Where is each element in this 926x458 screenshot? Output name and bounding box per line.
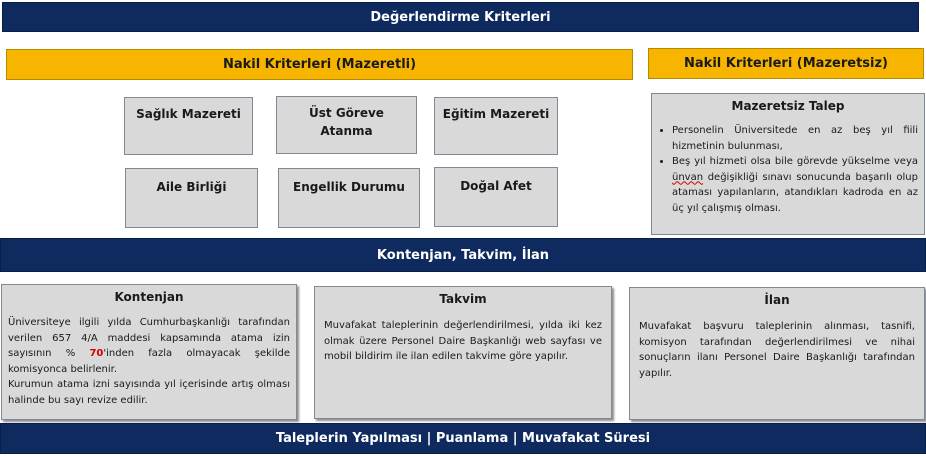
criterion-natural-disaster: Doğal Afet	[434, 167, 558, 227]
list-item: • Beş yıl hizmeti olsa bile görevde yükselme veya ünvan değişikliği sınavı sonucunda başarılı olup ataması yapılanların, atandıkları kadroda en az üç yıl çalışmış olması.	[672, 154, 918, 216]
criterion-education: Eğitim Mazereti	[434, 97, 558, 155]
quota-percent: 70	[89, 348, 104, 359]
calendar-title: Takvim	[439, 292, 487, 306]
excused-criteria-bar	[6, 49, 633, 80]
quota-title: Kontenjan	[114, 290, 184, 304]
criterion-disability: Engellik Durumu	[278, 168, 420, 228]
unexcused-criteria-bar	[648, 48, 924, 79]
evaluation-criteria-header	[2, 2, 919, 32]
unexcused-criteria-title: Nakil Kriterleri (Mazeretsiz)	[684, 56, 888, 71]
announcement-text: Muvafakat başvuru taleplerinin alınması, tasnifi, komisyon tarafından değerlendirilmesi ve nihai sonuçların ilanı Personel Daire Başkanlığı tarafından yapılır.	[639, 321, 915, 379]
header-title: Değerlendirme Kriterleri	[370, 9, 551, 25]
excused-criteria-title: Nakil Kriterleri (Mazeretli)	[222, 57, 417, 72]
unexcused-request-panel	[651, 93, 925, 235]
quota-panel	[1, 284, 297, 420]
announcement-panel	[629, 287, 925, 420]
calendar-text: Muvafakat taleplerinin değerlendirilmesi, yılda iki kez olmak üzere Personel Daire Başkanlığı web sayfası ve mobil bildirim ile ilan edilen takvime göre yapılır.	[324, 320, 602, 362]
calendar-panel	[314, 286, 612, 419]
criterion-family-unity: Aile Birliği	[125, 168, 258, 228]
requests-scoring-consent-band	[0, 423, 926, 454]
band-title: Kontenjan, Takvim, İlan	[376, 247, 550, 263]
unexcused-request-title: Mazeretsiz Talep	[731, 99, 845, 113]
unexcused-request-list	[652, 123, 924, 216]
criterion-health: Sağlık Mazereti	[124, 97, 253, 155]
list-item: • Personelin Üniversitede en az beş yıl fiili hizmetinin bulunması,	[672, 123, 918, 154]
quota-calendar-announcement-band	[0, 238, 926, 272]
announcement-title: İlan	[764, 293, 790, 307]
quota-text: Üniversiteye ilgili yılda Cumhurbaşkanlığı tarafından verilen 657 4/A maddesi kapsamında atama izin sayısının % 70'inden fazla olmayacak şekilde komisyonca belirlenir. Kurumun atama izni sayısında yıl içerisinde artış olması halinde bu sayı revize edilir.	[8, 317, 290, 406]
footer-title: Taleplerin Yapılması | Puanlama | Muvafakat Süresi	[275, 431, 651, 446]
criterion-promotion: Üst Göreve Atanma	[276, 96, 417, 154]
